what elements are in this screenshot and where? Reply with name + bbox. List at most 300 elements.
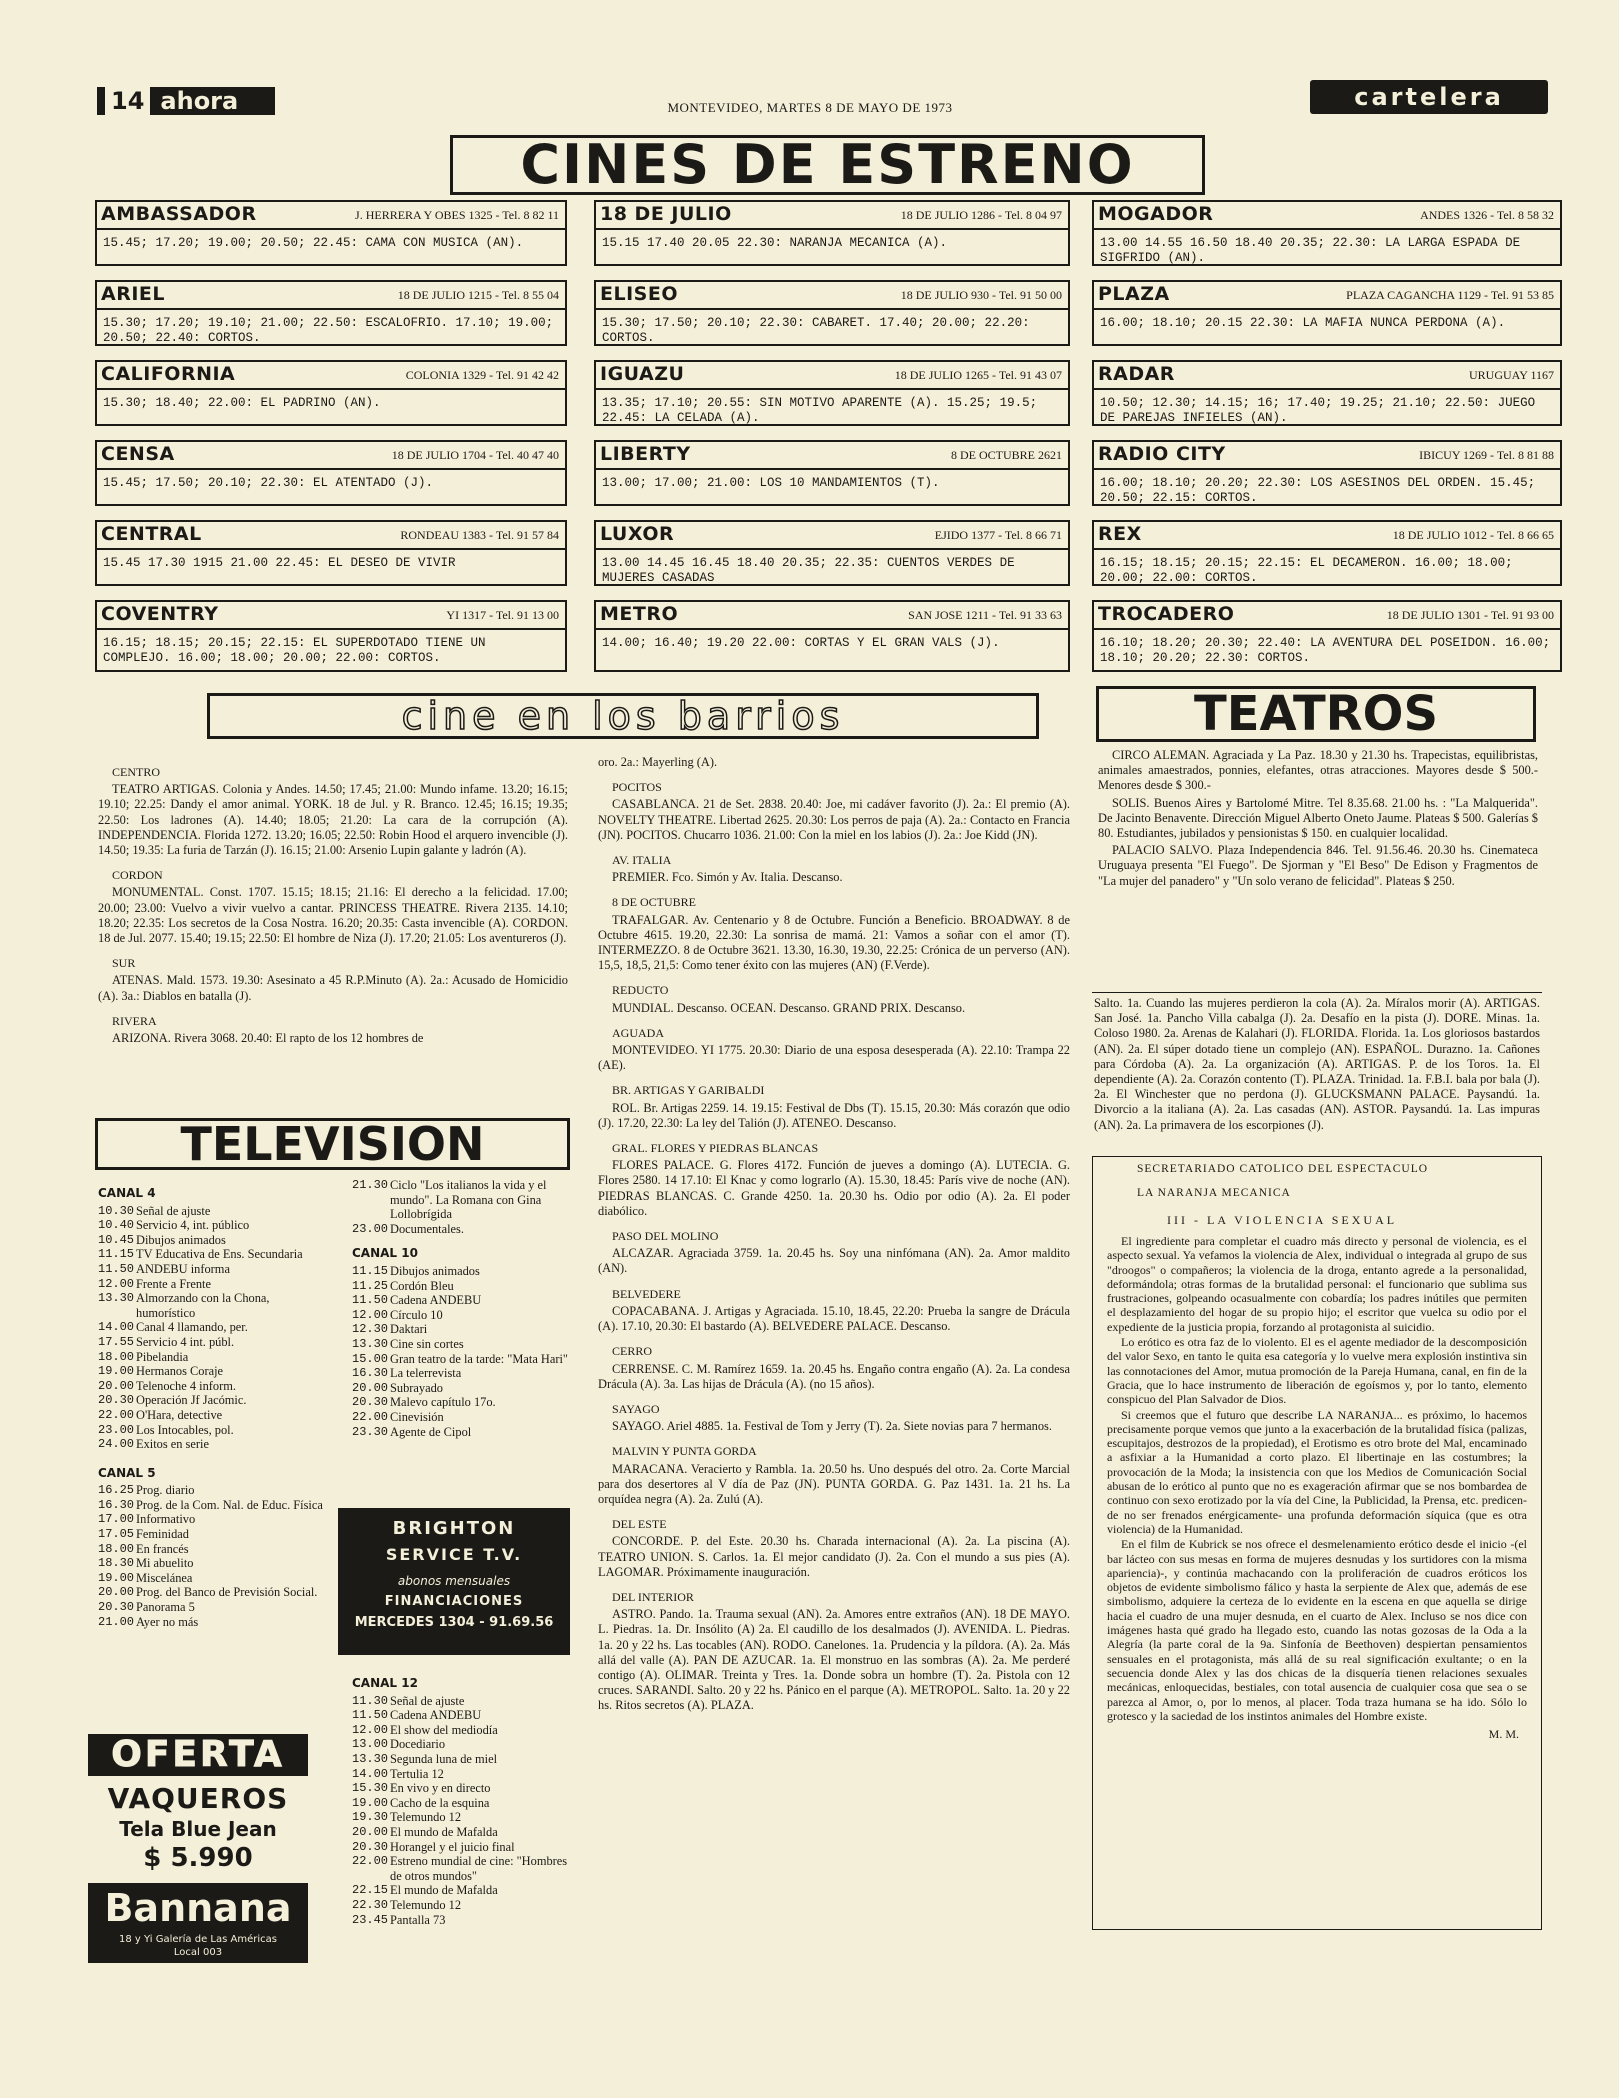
canal5-label: CANAL 5	[98, 1465, 156, 1480]
program-time: 16.30	[352, 1366, 389, 1381]
program-title: El mundo de Mafalda	[390, 1824, 498, 1839]
program-time: 20.30	[352, 1395, 389, 1410]
cinema-address: PLAZA CAGANCHA 1129 - Tel. 91 53 85	[1346, 288, 1554, 302]
article-body	[1107, 1234, 1527, 1723]
cinema-header	[97, 522, 565, 550]
neighborhood-heading: PASO DEL MOLINO	[612, 1229, 719, 1244]
program-time: 13.00	[352, 1737, 389, 1752]
program-time: 22.00	[352, 1854, 389, 1869]
program-row	[352, 1279, 570, 1294]
cinema-showtimes: 13.00 14.45 16.45 18.40 20.35; 22.35: CUENTOS VERDES DE MUJERES CASADAS	[602, 556, 1015, 585]
article-signature: M. M.	[1488, 1727, 1519, 1742]
cinema-header	[596, 202, 1068, 230]
program-row	[352, 1322, 570, 1337]
cinema-header	[596, 362, 1068, 390]
bannana-ad-location-line2: Local 003	[173, 1947, 223, 1958]
cinema-listing: ROL. Br. Artigas 2259. 14. 19.15: Festival de Dbs (T). 15.15, 20.30: Más corazón que odio (J). 17.20, 22.30: La ley del Talión (J). ATENEO. Descanso.	[598, 1100, 1070, 1130]
cinema-listing: TRAFALGAR. Av. Centenario y 8 de Octubre. Función a Beneficio. BROADWAY. 8 de Octubre 4615. 19.20, 22.30: La sonrisa de mamá. 21: Vamos a soñar con el amor (T). INTERMEZZO. 8 de Octubre 3621. 13.30, 16.30, 19.30, 22.25: Crónica de un perverso (AN). 15,5, 18,5, 21,5: Como tener éxito con las mujeres (AN) (F.Verde).	[598, 912, 1070, 973]
neighborhood-heading: BR. ARTIGAS Y GARIBALDI	[612, 1083, 765, 1098]
bannana-ad-brand: Bannana	[88, 1883, 308, 1933]
cinema-showtimes: 15.45; 17.50; 20.10; 22.30: EL ATENTADO (J).	[103, 476, 434, 490]
program-title: Dibujos animados	[390, 1263, 480, 1278]
program-time: 17.05	[98, 1527, 135, 1542]
cine-barrios-heading: cine en los barrios	[207, 693, 1039, 739]
program-row	[98, 1408, 328, 1423]
canal4-schedule	[98, 1204, 328, 1452]
program-row	[352, 1308, 570, 1323]
program-row	[352, 1381, 570, 1396]
cinema-listing: MARACANA. Veracierto y Rambla. 1a. 20.50 hs. Uno después del otro. 2a. Corte Marcial para dos desertores al V día de Paz (JN). PUNTA GORDA. G. Paz 1431. 1a. 21 hs. La orquídea negra (A). 2a. Zulú (A).	[598, 1461, 1070, 1506]
cinema-name: RADAR	[1098, 363, 1175, 385]
cinema-box	[594, 360, 1070, 426]
program-title: Telemundo 12	[390, 1810, 462, 1825]
cinema-showtimes: 16.00; 18.10; 20.20; 22.30: LOS ASESINOS DEL ORDEN. 15.45; 20.50; 22.15: CORTOS.	[1100, 476, 1536, 505]
program-time: 21.00	[98, 1614, 135, 1629]
program-time: 19.00	[98, 1364, 135, 1379]
cinema-box	[95, 280, 567, 346]
program-time: 11.50	[98, 1261, 135, 1276]
neighborhood-heading: DEL ESTE	[612, 1517, 667, 1532]
cinema-showtimes: 15.30; 17.20; 19.10; 21.00; 22.50: ESCALOFRIO. 17.10; 19.00; 20.50; 22.40: CORTOS.	[103, 316, 554, 345]
page-number: 14	[105, 87, 150, 115]
program-row	[352, 1781, 570, 1796]
cinema-showtimes: 14.00; 16.40; 19.20 22.00: CORTAS Y EL GRAN VALS (J).	[602, 636, 1000, 650]
program-title: Servicio 4, int. público	[136, 1218, 250, 1233]
tv-listing-right	[352, 1178, 570, 1439]
program-time: 11.50	[352, 1293, 389, 1308]
article-paragraph: Lo erótico es otra faz de lo violento. El es el agente mediador de la descomposición del valor Sexo, en tanto le quita esa categoría y lo vuelve mera explosión instintiva sin las connotaciones del Amor, mutua promoción de la Pareja Humana, canal, en fin de la Gracia, que lo hace instrumento de liberación de egoísmos y, por lo tanto, elemento conspicuo del Plan Salvador de Dios.	[1107, 1335, 1527, 1407]
cinema-box	[95, 520, 567, 586]
program-time: 10.30	[98, 1203, 135, 1218]
program-title: O'Hara, detective	[136, 1407, 223, 1422]
canal12-label: CANAL 12	[352, 1676, 418, 1690]
program-title: Círculo 10	[390, 1307, 443, 1322]
publication-name: ahora	[160, 87, 239, 115]
brighton-ad-plans: abonos mensuales	[397, 1574, 511, 1588]
article-paragraph: Si creemos que el futuro que describe LA NARANJA... es próximo, lo hacemos precisamente porque vemos que junto a la exacerbación de la brutalidad física (palizas, escupitajos, destrozos de la propiedad), el Erotismo es otro brote del Mal, encaminado a asfixiar a la Humanidad a corto plazo. El libertinaje en las costumbres; la provocación de la Moda; la insistencia con que los Medios de Comunicación Social abusan de lo erótico al punto que no es exageración afirmar que se nos bombardea de continuo con sexo erotizado por la vía del Cine, la Publicidad, la Prensa, etc. predicen-de no ser frenados enérgicamente- una profunda deformación síquica (que es otra violencia) de la Humanidad.	[1107, 1407, 1527, 1536]
program-row	[98, 1335, 328, 1350]
cinema-name: LIBERTY	[600, 443, 691, 465]
bannana-ad-location-line1: 18 y Yi Galería de Las Américas	[119, 1934, 277, 1945]
program-time: 23.00	[98, 1422, 135, 1437]
teatros-heading: TEATROS	[1096, 686, 1536, 742]
program-title: Docediario	[390, 1737, 446, 1752]
cinema-box	[1092, 440, 1562, 506]
program-title: Estreno mundial de cine: "Hombres de otros mundos"	[390, 1854, 568, 1883]
neighborhood-heading: AV. ITALIA	[612, 853, 672, 868]
program-row	[98, 1204, 328, 1219]
brighton-service-ad	[338, 1508, 570, 1655]
cinema-listing: PREMIER. Fco. Simón y Av. Italia. Descanso.	[612, 870, 843, 885]
program-title: Cordón Bleu	[390, 1278, 454, 1293]
neighborhood-heading: AGUADA	[612, 1025, 664, 1040]
cinema-header	[97, 362, 565, 390]
program-row	[352, 1723, 570, 1738]
cinema-header	[596, 282, 1068, 310]
program-title: Daktari	[390, 1322, 428, 1337]
cinema-showtimes: 15.30; 18.40; 22.00: EL PADRINO (AN).	[103, 396, 381, 410]
program-row	[352, 1767, 570, 1782]
cinema-listing: ASTRO. Pando. 1a. Trauma sexual (AN). 2a. Amores entre extraños (AN). 18 DE MAYO. L. Piedras. 1a. Dr. Insólito (A) 2a. El caudillo de los desalmados (J). AVENIDA. L. Piedras. 1a. 20 y 22 hs. Las tocables (AN). RODO. Canelones. 1a. Prudencia y la píldora. (A). 2a. Más allá del valle (A). PAN DE AZUCAR. 1a. El monstruo en las sombras (A). 2a. Me perderé contigo (A). OLIMAR. Treinta y Tres. 1a. Donde sobra un hombre (T). 2a. Pistola con 12 cruces. SARANDI. Salto. 20 y 22 hs. Pánico en el parque (A). METROPOL. Salto. 1a. 20 y 22 hs. Ritos secretos (A). PLAZA.	[598, 1607, 1070, 1713]
cinema-showtimes: 16.15; 18.15; 20.15; 22.15: EL DECAMERON. 16.00; 18.00; 20.00; 22.00: CORTOS.	[1100, 556, 1513, 585]
bannana-ad-product: VAQUEROS	[107, 1782, 289, 1815]
program-time: 20.00	[98, 1585, 135, 1600]
cinema-name: METRO	[600, 603, 679, 625]
program-title: Exitos en serie	[136, 1437, 209, 1452]
program-time: 14.00	[352, 1766, 389, 1781]
program-time: 22.30	[352, 1897, 389, 1912]
program-row	[352, 1840, 570, 1855]
neighborhood-heading: 8 DE OCTUBRE	[612, 895, 696, 910]
program-row	[352, 1796, 570, 1811]
cinema-box	[594, 520, 1070, 586]
tv-listing-canal12	[352, 1668, 570, 1927]
program-time: 21.30	[352, 1178, 389, 1192]
program-row	[352, 1825, 570, 1840]
cinema-box	[1092, 200, 1562, 266]
program-time: 13.30	[352, 1336, 389, 1351]
cinema-address: EJIDO 1377 - Tel. 8 66 71	[934, 528, 1062, 542]
program-title: Señal de ajuste	[390, 1693, 465, 1708]
cinema-name: AMBASSADOR	[101, 203, 257, 225]
cinema-name: CENTRAL	[101, 523, 202, 545]
cinema-address: 8 DE OCTUBRE 2621	[951, 448, 1062, 462]
cinema-header	[1094, 362, 1560, 390]
program-title: Pantalla 73	[390, 1912, 446, 1927]
program-time: 11.50	[352, 1708, 389, 1723]
program-title: Segunda luna de miel	[390, 1751, 498, 1766]
cinema-column-1	[95, 200, 567, 686]
cinema-listing: SAYAGO. Ariel 4885. 1a. Festival de Tom y Jerry (T). 2a. Siete novias para 7 hermanos.	[612, 1419, 1052, 1434]
theatre-listing: CIRCO ALEMAN. Agraciada y La Paz. 18.30 y 21.30 hs. Trapecistas, equilibristas, animales amaestrados, ponnies, elefantes, otras atracciones. Mayores desde $ 500.- Menores desde $ 300.-	[1098, 748, 1538, 793]
program-title: Los Intocables, pol.	[136, 1422, 234, 1437]
neighborhood-heading: CENTRO	[112, 765, 160, 779]
tv-listing-left	[98, 1178, 328, 1629]
cinema-header	[97, 442, 565, 470]
cinema-showtimes: 15.45 17.30 1915 21.00 22.45: EL DESEO DE VIVIR	[103, 556, 456, 570]
program-title: Frente a Frente	[136, 1276, 212, 1291]
program-title: Tertulia 12	[390, 1766, 444, 1781]
cinema-name: TROCADERO	[1098, 603, 1235, 625]
cinema-listing: CASABLANCA. 21 de Set. 2838. 20.40: Joe, mi cadáver favorito (J). 2a.: El premio (A). NOVELTY THEATRE. Libertad 2625. 20.30: Los perros de paja (A). 2a.: Contacto en Francia (JN). POCITOS. Chucarro 1036. 21.00: Con la miel en los labios (J). 2a.: Joe Kidd (JN).	[598, 797, 1070, 842]
program-title: Informativo	[136, 1512, 196, 1527]
cinema-address: J. HERRERA Y OBES 1325 - Tel. 8 82 11	[355, 208, 559, 222]
program-row	[98, 1393, 328, 1408]
cinema-address: ANDES 1326 - Tel. 8 58 32	[1420, 208, 1554, 222]
program-title: Telenoche 4 inform.	[136, 1378, 236, 1393]
cinema-address: COLONIA 1329 - Tel. 91 42 42	[405, 368, 559, 382]
program-row	[98, 1291, 328, 1320]
cinema-name: ELISEO	[600, 283, 678, 305]
cinema-name: CALIFORNIA	[101, 363, 236, 385]
cinema-box	[1092, 360, 1562, 426]
cinema-showtimes: 16.10; 18.20; 20.30; 22.40: LA AVENTURA DEL POSEIDON. 16.00; 18.10; 20.20; 22.30: CORTOS.	[1100, 636, 1551, 665]
cinema-header	[1094, 602, 1560, 630]
cinema-column-2	[594, 200, 1070, 686]
program-row	[352, 1337, 570, 1352]
canal4-continued-schedule	[352, 1178, 570, 1236]
neighborhood-heading: CORDON	[112, 868, 163, 883]
cinema-address: 18 DE JULIO 1265 - Tel. 91 43 07	[894, 368, 1062, 382]
bannana-ad-location	[88, 1933, 308, 1963]
canal10-schedule	[352, 1264, 570, 1439]
program-row	[98, 1571, 328, 1586]
program-title: La telerrevista	[390, 1366, 462, 1381]
program-row	[352, 1395, 570, 1410]
program-row	[352, 1425, 570, 1440]
program-title: Feminidad	[136, 1527, 189, 1542]
cinema-name: PLAZA	[1098, 283, 1170, 305]
program-title: Cadena ANDEBU	[390, 1708, 482, 1723]
program-time: 22.00	[352, 1409, 389, 1424]
canal4-label: CANAL 4	[98, 1186, 156, 1200]
cinema-listing: CERRENSE. C. M. Ramírez 1659. 1a. 20.45 hs. Engaño contra engaño (A). 2a. La condesa Drácula (A). 3a. Las hijas de Drácula (A). (no 15 años).	[598, 1361, 1070, 1391]
program-row	[98, 1423, 328, 1438]
program-row	[98, 1512, 328, 1527]
article-paragraph: En el film de Kubrick se nos ofrece el desmelenamiento erótico desde el inicio -(el bar lácteo con sus mesas en forma de mujeres desnudas y los surtidores con la misma apariencia)-, y continúa machacando con la proliferación de cuadros eróticos los objetos de evidente simbolismo fálico y hasta la serpiente de Alex que, además de ese simbolismo, adquiere la certeza de lo evidente en la escena en que aquella se dirige hacia el cuadro de una mujer desnuda, en el cuarto de Alex. Incluso se nos dice con imágenes hasta qué grado ha llegado esto, cuando las notas gozosas de la Oda a la Alegría (la parte coral de la 9a. Sinfonía de Beethoven) despiertan pensamientos sensuales en el protagonista, más allá de su real significación exultante; o en la secuencia donde Alex y las dos chicas de la disquería tienen relaciones sexuales mecánicas, enloquecidas, bestiales, con total ausencia de cualquier cosa que sea o se parezca al Amor, o, por lo menos, al placer. Toda traza humana se ha ido. Sólo lo grotesco y la saciedad de los instintos animales del Hombre existe.	[1107, 1537, 1527, 1723]
cinema-listing: oro. 2a.: Mayerling (A).	[598, 755, 718, 769]
cinema-box	[594, 600, 1070, 672]
bannana-ad	[88, 1734, 308, 2026]
cinema-listing: CONCORDE. P. del Este. 20.30 hs. Charada internacional (A). 2a. La piscina (A). TEATRO UNION. S. Carlos. 1a. El mejor candidato (J). 2a. Con el mundo a sus pies (A). LAGOMAR. Próximamente inauguración.	[598, 1534, 1070, 1579]
brighton-ad-address: MERCEDES 1304 - 91.69.56	[354, 1615, 554, 1630]
cinema-listing: TEATRO ARTIGAS. Colonia y Andes. 14.50; 17.45; 21.00: Mundo infame. 13.20; 16.15; 19.10; 22.25: Dandy el amor animal. YORK. 18 de Jul. y R. Branco. 12.45; 16.15; 19.35; 22.50: Los ladrones (A). 14.40; 18.05; 21.20: La cara de la corrupción (A). INDEPENDENCIA. Florida 1272. 13.20; 16.05; 22.50: Robin Hood el arquero invencible (J). 14.50; 19.35: La furia de Tarzán (J). 16.15; 21.00: Arsenio Lupin galante y ladrón (A).	[98, 782, 568, 858]
program-time: 20.30	[98, 1600, 135, 1615]
neighborhood-heading: REDUCTO	[612, 983, 669, 998]
program-row	[352, 1883, 570, 1898]
program-row	[352, 1854, 570, 1883]
program-row	[98, 1247, 328, 1262]
cinema-name: ARIEL	[101, 283, 165, 305]
program-title: En vivo y en directo	[390, 1781, 491, 1796]
cinema-header	[97, 202, 565, 230]
canal5-schedule	[98, 1483, 328, 1629]
neighborhood-heading: POCITOS	[612, 780, 662, 795]
program-time: 20.00	[352, 1380, 389, 1395]
program-time: 17.00	[98, 1512, 135, 1527]
cinema-header	[1094, 522, 1560, 550]
cinema-showtimes: 16.15; 18.15; 20.15; 22.15: EL SUPERDOTADO TIENE UN COMPLEJO. 16.00; 18.00; 20.00; 22.00: CORTOS.	[103, 636, 486, 665]
cinema-name: CENSA	[101, 443, 175, 465]
cinema-listing: MONUMENTAL. Const. 1707. 15.15; 18.15; 21.16: El derecho a la felicidad. 17.00; 20.00; 23.00: Vuelvo a vivir vuelvo a cantar. PRINCESS THEATRE. Rivera 2135. 14.10; 18.20; 22.35: Los secretos de la Cosa Nostra. 16.20; 20.35: Casta invencible (A). CORDON. 18 de Jul. 2077. 15.40; 19.15; 22.50: El hombre de Niza (J). 17.20; 21.05: Los aventureros (J).	[98, 885, 568, 946]
program-title: Gran teatro de la tarde: "Mata Hari"	[390, 1351, 568, 1366]
program-row	[352, 1737, 570, 1752]
cinema-address: 18 DE JULIO 1704 - Tel. 40 47 40	[391, 448, 559, 462]
program-title: El show del mediodía	[390, 1722, 498, 1737]
program-title: Almorzando con la Chona, humorístico	[136, 1291, 270, 1320]
cinema-header	[596, 522, 1068, 550]
cinema-header	[97, 602, 565, 630]
program-title: Agente de Cipol	[390, 1424, 472, 1439]
program-row	[98, 1437, 328, 1452]
neighborhood-heading: SAYAGO	[612, 1401, 660, 1416]
cinema-header	[97, 282, 565, 310]
theatre-listing: SOLIS. Buenos Aires y Bartolomé Mitre. Tel 8.35.68. 21.00 hs. : "La Malquerida". De Jacinto Benavente. Dirección Miguel Alberto Oneto Jaume. Plateas $ 500. Galerías $ 80. Estudiantes, jubilados y pensionistas $ 150. en cualquier localidad.	[1098, 795, 1538, 841]
secretariado-article	[1092, 1156, 1542, 1930]
program-row	[98, 1233, 328, 1248]
barrios-column-1	[98, 755, 568, 1110]
article-film-title: LA NARANJA MECANICA	[1137, 1187, 1291, 1199]
program-time: 24.00	[98, 1437, 135, 1452]
program-title: Miscelánea	[136, 1570, 193, 1585]
section-label: cartelera	[1310, 80, 1548, 114]
cinema-name: RADIO CITY	[1098, 443, 1226, 465]
canal10-label: CANAL 10	[352, 1246, 418, 1261]
cinema-address: SAN JOSE 1211 - Tel. 91 33 63	[908, 608, 1062, 622]
program-time: 11.30	[352, 1693, 389, 1708]
program-row	[98, 1615, 328, 1630]
program-title: En francés	[136, 1541, 189, 1556]
brighton-ad-financing: FINANCIACIONES	[384, 1594, 524, 1609]
neighborhood-heading: SUR	[112, 956, 136, 971]
brighton-ad-name: BRIGHTON	[392, 1518, 516, 1539]
program-title: TV Educativa de Ens. Secundaria	[136, 1247, 303, 1262]
article-paragraph: El ingrediente para completar el cuadro más directo y personal de violencia, es el aspecto sexual. Ya vefamos la violencia de Alex, individual o integrada al grupo de sus "droogos" o compañeros; la violencia de la droga, entanto agrede a la personalidad, deformándola; otras formas de la brutalidad personal: el funcionario que sublima sus frustraciones, golpeando ocasualmente con cobardía; los padres inútiles que permiten el desplazamiento del hogar de su propio hijo; el escritor que vuelca su odio por el expediente de la justicia propia, forzando al protagonista al suicidio.	[1107, 1234, 1527, 1334]
program-row	[98, 1542, 328, 1557]
program-time: 23.45	[352, 1912, 389, 1927]
page-number-banner	[97, 87, 275, 115]
program-time: 14.00	[98, 1320, 135, 1335]
cinema-box	[95, 360, 567, 426]
program-time: 16.30	[98, 1497, 135, 1512]
cinema-listing: FLORES PALACE. G. Flores 4172. Función de jueves a domingo (A). LUTECIA. G. Flores 2580. 14 17.10: El Knac y como lograrlo (A). 15.30, 18.45: París vive de noche (AN). PIEDRAS BLANCAS. C. Grande 4250. 1a. 20.30 hs. Odio por odio (A). 2a. El poder diabólico.	[598, 1158, 1070, 1218]
program-title: Mi abuelito	[136, 1556, 194, 1571]
cinema-name: LUXOR	[600, 523, 675, 545]
program-time: 16.25	[98, 1483, 135, 1498]
cinema-name: IGUAZU	[600, 363, 685, 385]
cinema-header	[596, 602, 1068, 630]
program-time: 23.00	[352, 1221, 389, 1236]
cinema-name: COVENTRY	[101, 603, 219, 625]
program-time: 20.00	[98, 1378, 135, 1393]
program-row	[98, 1483, 328, 1498]
brighton-ad-service: SERVICE T.V.	[385, 1545, 523, 1564]
cinema-name: REX	[1098, 523, 1142, 545]
program-row	[352, 1708, 570, 1723]
program-row	[352, 1366, 570, 1381]
program-title: Dibujos animados	[136, 1232, 226, 1247]
cinema-box	[594, 280, 1070, 346]
cinema-address: 18 DE JULIO 1286 - Tel. 8 04 97	[900, 208, 1062, 222]
program-title: Prog. de la Com. Nal. de Educ. Física	[136, 1497, 323, 1512]
program-title: Telemundo 12	[390, 1897, 462, 1912]
program-title: Operación Jf Jacómic.	[136, 1393, 247, 1408]
program-title: Cadena ANDEBU	[390, 1293, 482, 1308]
neighborhood-heading: RIVERA	[112, 1013, 157, 1028]
cinema-box	[594, 440, 1070, 506]
program-row	[352, 1352, 570, 1367]
teatros-divider	[1092, 992, 1542, 993]
cinema-box	[95, 600, 567, 672]
program-title: Cacho de la esquina	[390, 1795, 490, 1810]
program-time: 10.45	[98, 1232, 135, 1247]
cinema-showtimes: 13.00; 17.00; 21.00: LOS 10 MANDAMIENTOS (T).	[602, 476, 940, 490]
cines-estreno-heading: CINES DE ESTRENO	[450, 135, 1205, 195]
program-time: 15.00	[352, 1351, 389, 1366]
program-time: 18.00	[98, 1349, 135, 1364]
program-title: Prog. diario	[136, 1483, 195, 1498]
program-time: 12.00	[352, 1722, 389, 1737]
cinema-showtimes: 15.45; 17.20; 19.00; 20.50; 22.45: CAMA CON MUSICA (AN).	[103, 236, 524, 250]
barrios-column-2	[598, 755, 1070, 1950]
cinema-listing: ALCAZAR. Agraciada 3759. 1a. 20.45 hs. Soy una ninfómana (AN). 2a. Amor maldito (AN).	[598, 1246, 1070, 1276]
program-row	[352, 1752, 570, 1767]
program-title: Malevo capítulo 17o.	[390, 1395, 496, 1410]
cinema-address: 18 DE JULIO 1215 - Tel. 8 55 04	[397, 288, 559, 302]
program-time: 23.30	[352, 1424, 389, 1439]
cinema-box	[1092, 600, 1562, 672]
program-time: 12.30	[352, 1322, 389, 1337]
cinema-box	[95, 440, 567, 506]
program-row	[98, 1277, 328, 1292]
cinema-showtimes: 15.30; 17.50; 20.10; 22.30: CABARET. 17.40; 20.00; 22.20: CORTOS.	[602, 316, 1030, 345]
cinema-listing: ATENAS. Mald. 1573. 19.30: Asesinato a 45 R.P.Minuto (A). 2a.: Acusado de Homicidio (A). 3a.: Diablos en batalla (J).	[98, 973, 568, 1003]
program-title: Prog. del Banco de Previsión Social.	[136, 1585, 318, 1600]
article-source: SECRETARIADO CATOLICO DEL ESPECTACULO	[1137, 1163, 1429, 1175]
program-title: Señal de ajuste	[136, 1203, 211, 1218]
neighborhood-heading: GRAL. FLORES Y PIEDRAS BLANCAS	[612, 1141, 819, 1156]
cinema-address: 18 DE JULIO 930 - Tel. 91 50 00	[900, 288, 1062, 302]
program-time: 19.00	[98, 1570, 135, 1585]
program-time: 19.30	[352, 1810, 389, 1825]
program-time: 22.15	[352, 1883, 389, 1898]
cinema-showtimes: 13.35; 17.10; 20.55: SIN MOTIVO APARENTE (A). 15.25; 19.5; 22.45: LA CELADA (A).	[602, 396, 1038, 425]
program-time: 22.00	[98, 1407, 135, 1422]
television-heading: TELEVISION	[95, 1118, 570, 1170]
program-time: 11.25	[352, 1278, 389, 1293]
cinema-listing: MUNDIAL. Descanso. OCEAN. Descanso. GRAND PRIX. Descanso.	[612, 1000, 966, 1015]
program-row	[352, 1222, 570, 1237]
program-time: 15.30	[352, 1781, 389, 1796]
neighborhood-heading: CERRO	[612, 1344, 653, 1359]
program-title: Subrayado	[390, 1380, 443, 1395]
program-row	[98, 1218, 328, 1233]
dateline: MONTEVIDEO, MARTES 8 DE MAYO DE 1973	[667, 100, 953, 115]
program-row	[352, 1913, 570, 1928]
cinema-showtimes: 15.15 17.40 20.05 22.30: NARANJA MECANICA (A).	[602, 236, 948, 250]
program-time: 10.40	[98, 1218, 135, 1233]
program-row	[352, 1898, 570, 1913]
cinema-showtimes: 16.00; 18.10; 20.15 22.30: LA MAFIA NUNCA PERDONA (A).	[1100, 316, 1506, 330]
program-time: 18.00	[98, 1541, 135, 1556]
bannana-ad-offer: OFERTA	[88, 1734, 308, 1776]
program-row	[352, 1694, 570, 1709]
program-title: Ayer no más	[136, 1614, 199, 1629]
program-row	[98, 1527, 328, 1542]
cinema-header	[1094, 442, 1560, 470]
program-title: Canal 4 llamando, per.	[136, 1320, 248, 1335]
program-title: El mundo de Mafalda	[390, 1883, 498, 1898]
cinema-address: YI 1317 - Tel. 91 13 00	[446, 608, 559, 622]
cinema-showtimes: 13.00 14.55 16.50 18.40 20.35; 22.30: LA LARGA ESPADA DE SIGFRIDO (AN).	[1100, 236, 1521, 265]
program-row	[352, 1178, 570, 1222]
program-time: 17.55	[98, 1334, 135, 1349]
cinema-name: 18 DE JULIO	[600, 203, 732, 225]
program-row	[352, 1410, 570, 1425]
cinema-address: 18 DE JULIO 1012 - Tel. 8 66 65	[1392, 528, 1554, 542]
program-row	[98, 1379, 328, 1394]
program-row	[98, 1262, 328, 1277]
cinema-box	[1092, 520, 1562, 586]
program-row	[352, 1264, 570, 1279]
cinema-address: URUGUAY 1167	[1468, 368, 1554, 382]
cinema-header	[1094, 282, 1560, 310]
cinema-box	[1092, 280, 1562, 346]
program-time: 19.00	[352, 1795, 389, 1810]
cinema-column-3	[1092, 200, 1562, 686]
canal12-schedule	[352, 1694, 570, 1928]
program-row	[98, 1600, 328, 1615]
